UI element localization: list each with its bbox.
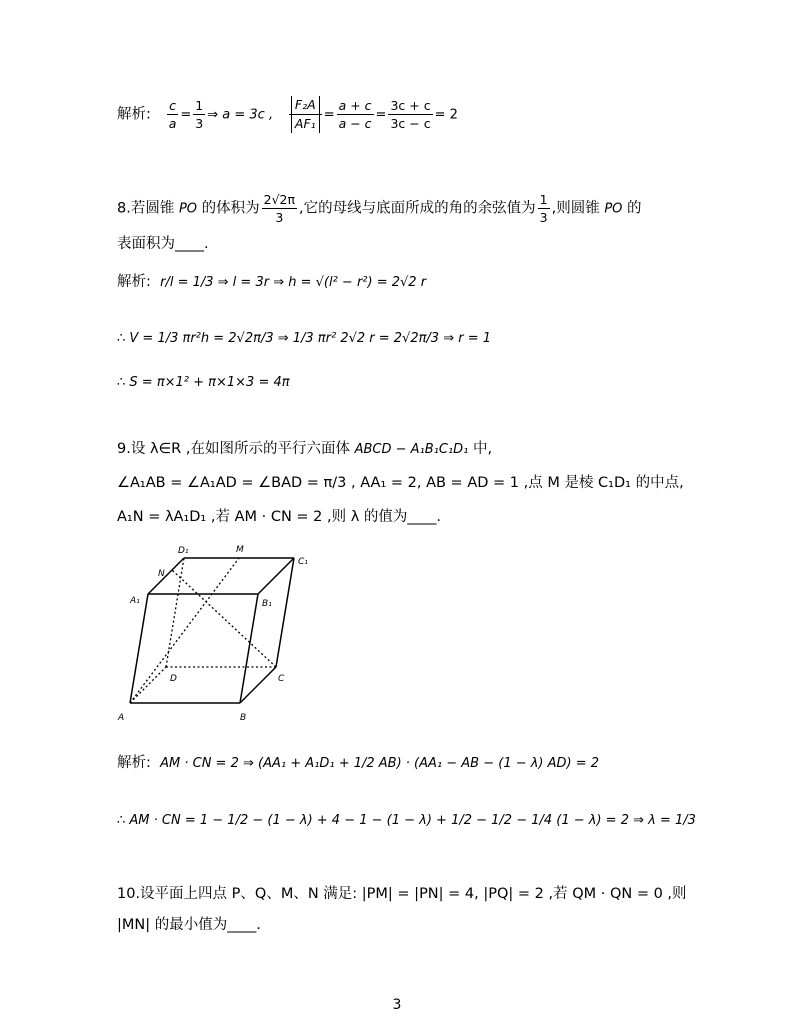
question-9-line-3 [117,505,441,526]
question-8-line-2 [117,232,209,253]
frac-den: 3 [275,210,284,225]
q8-po: PO [178,201,198,217]
equation-result: ⇒ a = 3c , [207,107,274,123]
frac-num: a + c [338,98,372,113]
fraction-volume [262,191,297,226]
abs-den: AF₁ [291,115,320,133]
fraction-ac [337,97,374,132]
question-9-solution-2 [117,812,696,828]
q8-text: 8.若圆锥 [117,200,179,217]
parallelepiped-figure [112,540,312,725]
question-8-line-1 [117,191,642,226]
label-D: D [170,674,177,684]
segment-CN [172,570,276,667]
fraction-3c [388,97,432,132]
q9-text: ∠A₁AB = ∠A₁AD = ∠BAD = π/3 , AA₁ = 2, AB = AD = 1 ,点 M 是棱 C₁D₁ 的中点, [117,475,684,491]
q8-po: PO [604,201,623,217]
label-B: B [240,713,247,723]
frac-den: a [168,116,177,131]
abs-num: F₂A [291,96,320,114]
question-8-solution-1 [117,270,426,291]
label-B1: B₁ [262,599,272,609]
question-8-solution-2 [117,330,491,346]
q8-text: 的 [622,200,642,217]
solution-line-1: 解析: $\frac{c}{a}$ = $\frac{1}{3}$ ⇒ a = 3c , $\frac{\text{F₂A}}{\text{AF₁}}$ = $\frac{a + c}{a - c}$ = $\frac{3c + c}{3c - c}$ = 2 [117,97,458,131]
fraction-one-third [193,97,205,132]
question-10-line-2 [117,913,261,934]
q8-sol-3: ∴ S = π×1² + π×1×3 = 4π [117,375,290,390]
q8-text: 的体积为 [197,200,260,217]
frac-num: 3c + c [390,98,431,113]
segment-AM [130,558,239,703]
label-N: N [158,569,165,579]
question-9-solution-1 [117,751,599,772]
fraction-c-a [167,97,179,132]
label-C1: C₁ [298,557,308,567]
frac-den: 3 [539,210,548,225]
q9-text: 中, [468,441,493,457]
frac-den: a − c [338,116,372,131]
q9-sol-2: ∴ AM · CN = 1 − 1/2 − (1 − λ) + 4 − 1 − (1 − λ) + 1/2 − 1/2 − 1/4 (1 − λ) = 2 ⇒ λ = 1/3 [117,813,696,828]
q8-sol-2: ∴ V = 1/3 πr²h = 2√2π/3 ⇒ 1/3 πr² 2√2 r = 2√2π/3 ⇒ r = 1 [117,331,492,346]
frac-den: 3 [195,116,204,131]
fraction-abs [289,96,322,133]
frac-num: 2√2π [263,192,296,207]
q9-text: A₁N = λA₁D₁ ,若 AM · CN = 2 ,则 λ 的值为____. [117,509,442,525]
frac-num: 1 [539,192,548,207]
frac-num: 1 [195,98,204,113]
edge-A1D1 [148,558,184,594]
label-A1: A₁ [130,596,140,606]
question-10-line-1 [117,882,687,903]
q8-text: ,则圆锥 [551,200,605,217]
q8-sol-1: r/l = 1/3 ⇒ l = 3r ⇒ h = √(l² − r²) = 2√2 r [160,275,427,290]
q10-text: |MN| 的最小值为____. [117,917,261,933]
label-A: A [118,713,125,723]
q8-text: 表面积为____. [117,236,209,252]
q9-text: 9.设 λ∈R ,在如图所示的平行六面体 [117,441,355,457]
question-8-solution-3 [117,374,290,390]
frac-num: c [167,97,179,115]
solution-label: 解析: [117,755,151,771]
q9-solid: ABCD − A₁B₁C₁D₁ [354,442,469,457]
q10-text: 10.设平面上四点 P、Q、M、N 满足: |PM| = |PN| = 4, |PQ| = 2 ,若 QM · QN = 0 ,则 [117,886,687,902]
page-number: 3 [392,997,402,1013]
question-9-line-1 [117,437,492,458]
q8-text: ,它的母线与底面所成的角的余弦值为 [299,200,536,217]
solution-label: 解析: [117,274,151,290]
fraction-cos [538,191,550,226]
label-D1: D₁ [178,546,189,556]
question-9-line-2 [117,471,684,492]
solution-label: 解析: [117,106,151,123]
label-C: C [278,674,285,684]
frac-den: 3c − c [390,116,431,131]
edge-AA1 [130,594,148,703]
q9-sol-1: AM · CN = 2 ⇒ (AA₁ + A₁D₁ + 1/2 AB) · (AA₁ − AB − (1 − λ) AD) = 2 [160,756,600,771]
equation-result: = 2 [434,107,458,123]
label-M: M [236,545,244,555]
